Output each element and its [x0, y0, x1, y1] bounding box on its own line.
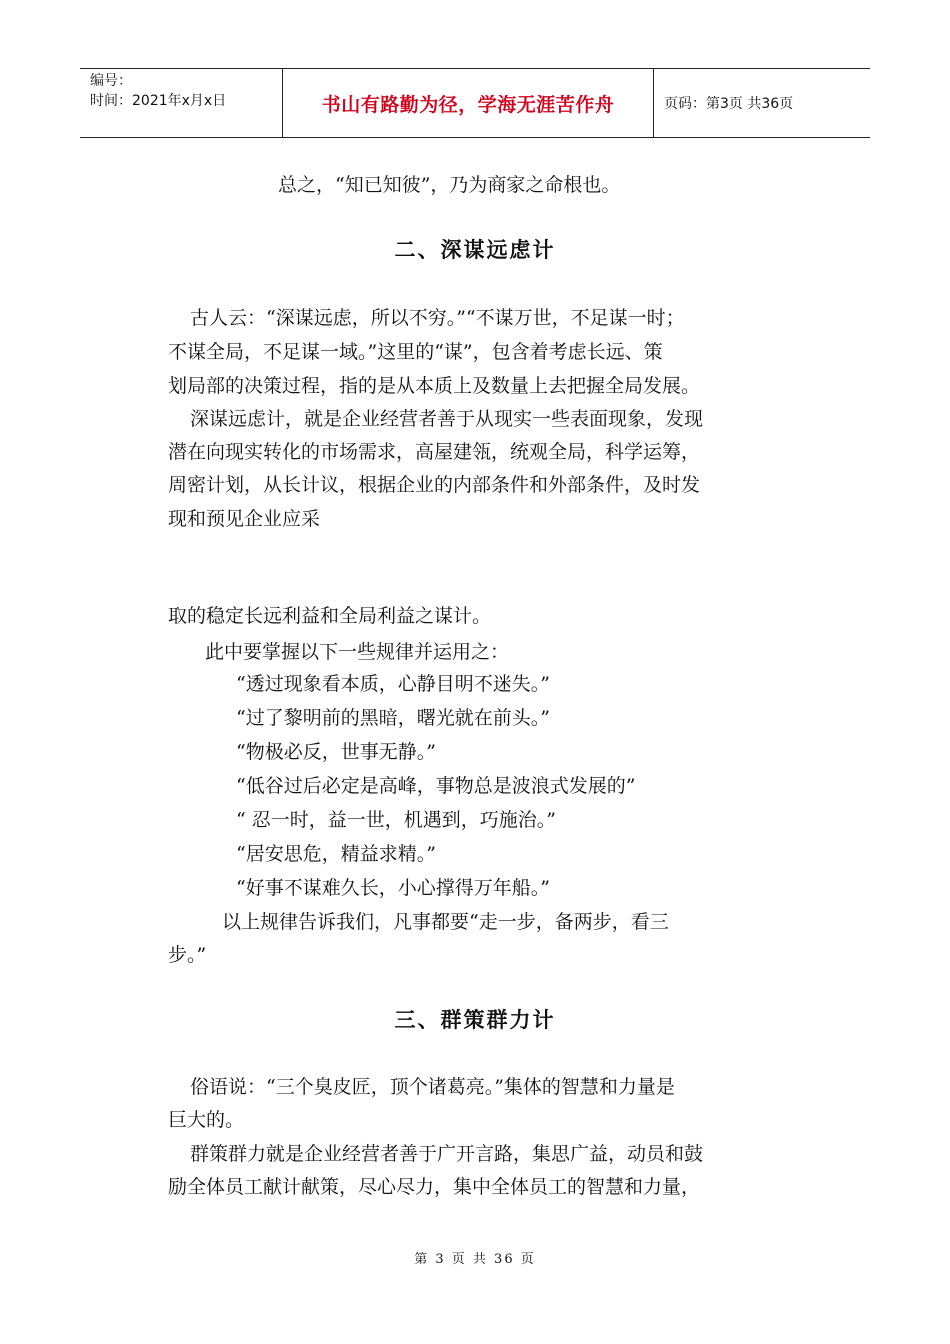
conclusion-line: 步。” [168, 944, 207, 966]
section2-heading: 二、深谋远虑计 [394, 237, 556, 262]
section3-line: 俗语说：“三个臭皮匠，顶个诸葛亮。”集体的智慧和力量是 [190, 1076, 675, 1098]
section2-line: 划局部的决策过程，指的是从本质上及数量上去把握全局发展。 [168, 375, 701, 397]
header-number-label: 编号： [90, 73, 132, 89]
quote-line: “居安思危，精益求精。” [236, 843, 436, 865]
section2-line: 现和预见企业应采 [168, 508, 321, 530]
section2-line: 不谋全局，不足谋一域。”这里的“谋”，包含着考虑长远、策 [168, 341, 663, 363]
document-header [80, 68, 870, 138]
page-footer: 第 3 页 共 36 页 [414, 1252, 536, 1267]
section2-line: 深谋远虑计，就是企业经营者善于从现实一些表面现象，发现 [190, 408, 704, 430]
section3-line: 巨大的。 [168, 1109, 245, 1131]
quote-line: “过了黎明前的黑暗，曙光就在前头。” [236, 707, 550, 729]
header-meta [80, 69, 282, 137]
section3-line: 群策群力就是企业经营者善于广开言路，集思广益，动员和鼓 [190, 1143, 704, 1165]
intro-line: 总之，“知已知彼”，乃为商家之命根也。 [278, 174, 621, 196]
header-motto: 书山有路勤为径，学海无涯苦作舟 [282, 69, 654, 137]
quote-line: “物极必反，世事无静。” [236, 741, 436, 763]
section3-line: 励全体员工献计献策，尽心尽力，集中全体员工的智慧和力量， [168, 1176, 701, 1198]
section2-line: 潜在向现实转化的市场需求，高屋建瓴，统观全局，科学运筹， [168, 441, 701, 463]
section2-line: 古人云：“深谋远虑，所以不穷。”“不谋万世，不足谋一时； [190, 307, 685, 329]
section2-line: 此中要掌握以下一些规律并运用之： [205, 641, 510, 663]
quote-line: “好事不谋难久长，小心撑得万年船。” [236, 877, 550, 899]
quote-line: “低谷过后必定是高峰，事物总是波浪式发展的” [236, 775, 636, 797]
quote-line: “ 忍一时，益一世，机遇到，巧施治。” [236, 809, 556, 831]
section2-line: 周密计划，从长计议，根据企业的内部条件和外部条件，及时发 [168, 474, 701, 496]
header-page-label: 页码：第3页 共36页 [664, 96, 794, 112]
section3-heading: 三、群策群力计 [394, 1007, 556, 1032]
header-time-label: 时间：2021年x月x日 [90, 93, 227, 109]
conclusion-line: 以上规律告诉我们，凡事都要“走一步，备两步，看三 [222, 911, 669, 933]
quote-line: “透过现象看本质，心静目明不迷失。” [236, 673, 550, 695]
section2-line: 取的稳定长远利益和全局利益之谋计。 [168, 605, 492, 627]
